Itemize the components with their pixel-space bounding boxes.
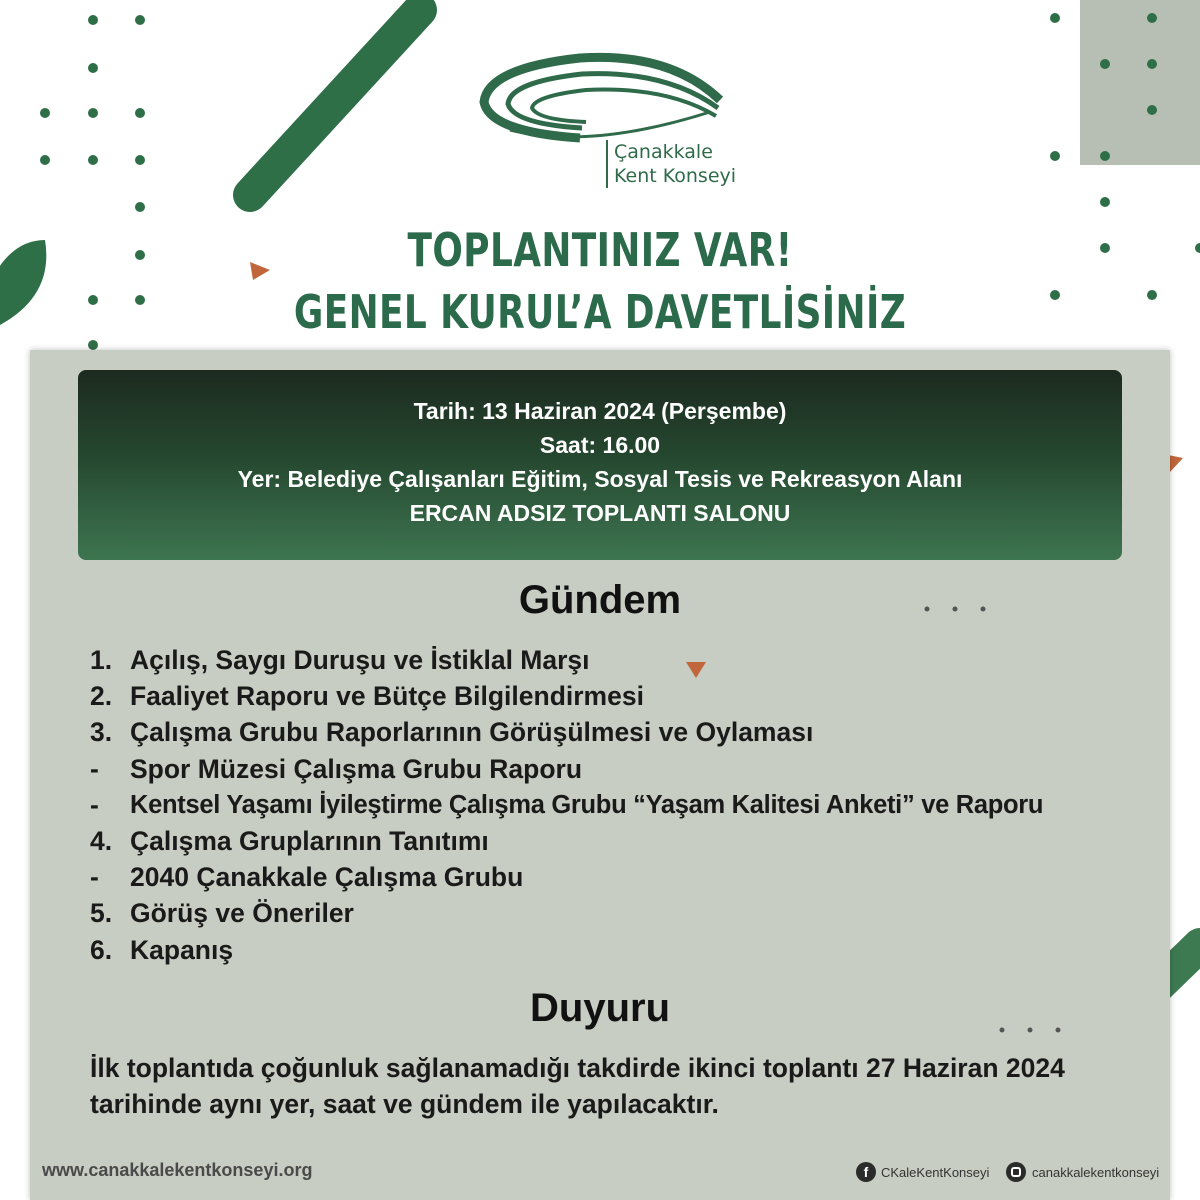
headline-line-2: GENEL KURUL’A DAVETLİSİNİZ	[293, 285, 907, 339]
instagram-icon	[1006, 1162, 1026, 1182]
agenda-item	[90, 787, 1170, 823]
logo-wordmark	[606, 140, 736, 188]
meeting-date: Tarih: 13 Haziran 2024 (Perşembe)	[413, 398, 787, 424]
meeting-hall: ERCAN ADSIZ TOPLANTI SALONU	[409, 500, 791, 526]
announcement-title: Duyuru	[530, 986, 670, 1030]
facebook-icon: f	[856, 1162, 876, 1182]
agenda-marker: 6.	[90, 934, 113, 965]
agenda-marker: 3.	[90, 717, 113, 748]
green-stripe-top	[250, 10, 420, 195]
agenda-marker: 1.	[90, 645, 113, 675]
agenda-text: Spor Müzesi Çalışma Grubu Raporu	[130, 753, 583, 784]
meeting-info-box	[78, 370, 1122, 560]
agenda-text: Açılış, Saygı Duruşu ve İstiklal Marşı	[130, 645, 590, 675]
website-link[interactable]: www.canakkalekentkonseyi.org	[42, 1160, 313, 1180]
green-leaf-left	[0, 240, 46, 350]
agenda-item	[90, 823, 1170, 859]
agenda-marker: -	[90, 753, 99, 784]
logo-line-1: Çanakkale	[614, 141, 713, 163]
meeting-time: Saat: 16.00	[539, 432, 661, 458]
agenda-marker: 4.	[90, 825, 113, 856]
facebook-handle: CKaleKentKonseyi	[881, 1164, 990, 1180]
agenda-item	[90, 932, 1170, 968]
agenda-text: Görüş ve Öneriler	[130, 898, 354, 929]
grey-square-decoration	[1080, 0, 1200, 165]
instagram-handle: canakkalekentkonseyi	[1032, 1164, 1160, 1180]
headline-line-1: TOPLANTINIZ VAR!	[407, 223, 793, 277]
agenda-text: Kentsel Yaşamı İyileştirme Çalışma Grubu “Yaşam Kalitesi Anketi” ve Raporu	[130, 790, 1044, 819]
agenda-title: Gündem	[518, 578, 682, 622]
agenda-text: Faaliyet Raporu ve Bütçe Bilgilendirmesi	[130, 681, 644, 712]
announcement-text: İlk toplantıda çoğunluk sağlanamadığı takdirde ikinci toplantı 27 Haziran 2024 tarihinde aynı yer, saat ve gündem ile yapılacaktır.	[90, 1053, 1065, 1119]
dot-grid-left	[40, 15, 145, 350]
instagram-link[interactable]	[1006, 1162, 1159, 1182]
agenda-marker: 2.	[90, 681, 113, 712]
agenda-marker: -	[90, 789, 99, 820]
facebook-link[interactable]	[856, 1162, 989, 1182]
agenda-item	[90, 642, 1170, 678]
agenda-text: 2040 Çanakkale Çalışma Grubu	[130, 862, 524, 893]
agenda-item	[90, 714, 1170, 750]
meeting-place: Yer: Belediye Çalışanları Eğitim, Sosyal Tesis ve Rekreasyon Alanı	[237, 466, 963, 492]
agenda-text: Çalışma Gruplarının Tanıtımı	[130, 825, 489, 856]
agenda-item	[90, 859, 1170, 895]
agenda-marker: 5.	[90, 898, 113, 929]
content-panel	[30, 350, 1170, 1200]
agenda-item	[90, 751, 1170, 787]
logo-line-2: Kent Konseyi	[614, 165, 737, 187]
agenda-list	[90, 642, 1170, 968]
agenda-item	[90, 895, 1170, 931]
agenda-marker: -	[90, 862, 99, 893]
agenda-text: Kapanış	[130, 934, 234, 965]
agenda-text: Çalışma Grubu Raporlarının Görüşülmesi ve Oylaması	[130, 717, 814, 748]
agenda-item	[90, 678, 1170, 714]
